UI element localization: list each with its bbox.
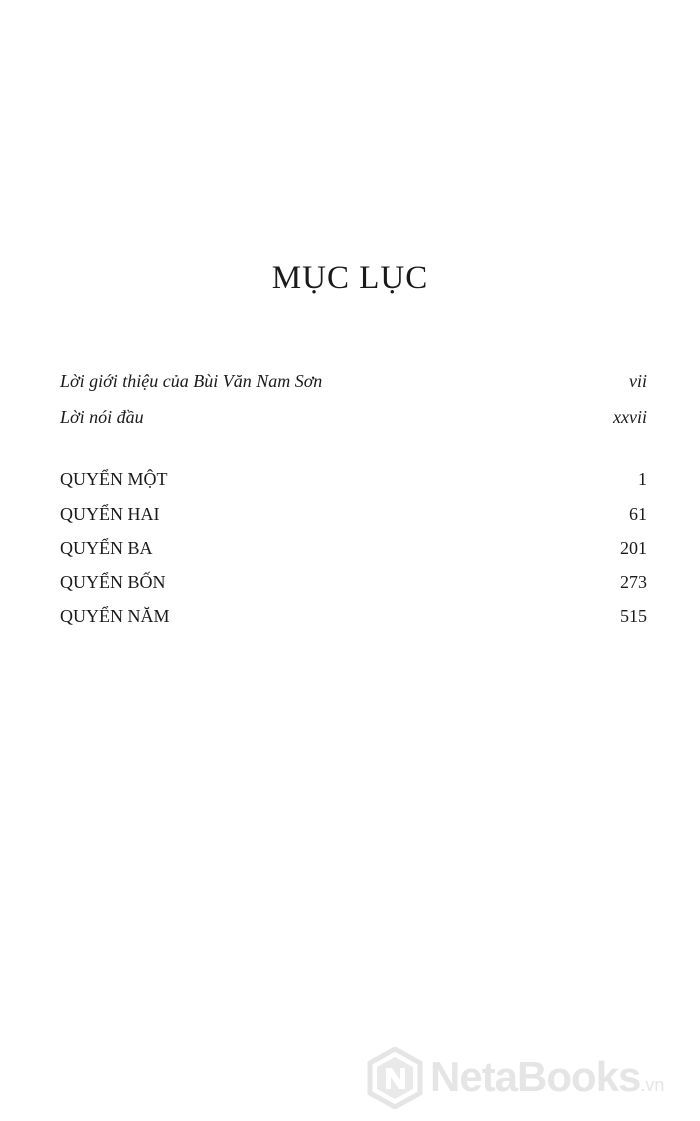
toc-entry-page: 273 [620,572,647,592]
toc-entry-page: 61 [629,504,647,524]
toc-entry-page: 515 [620,606,647,626]
toc-entry-title: QUYỂN HAI [60,504,160,524]
toc-entry-title: Lời giới thiệu của Bùi Văn Nam Sơn [60,371,323,391]
netabooks-watermark [362,1045,682,1111]
toc-entry-book[interactable] [60,603,647,629]
watermark-suffix: .vn [640,1075,665,1095]
toc-entry-book[interactable] [60,569,647,595]
toc-entry-page: 201 [620,538,647,558]
page-title: MỤC LỤC [271,260,429,296]
toc-entry-front-matter[interactable] [60,368,647,394]
toc-entry-title: QUYỂN BỐN [60,572,166,592]
toc-entry-book[interactable] [60,535,647,561]
watermark-brand: NetaBooks.vn [430,1053,665,1100]
toc-entry-title: Lời nói đầu [60,407,144,427]
toc-entry-page: 1 [638,469,647,489]
toc-entry-title: QUYỂN MỘT [60,469,168,489]
toc-entry-book[interactable] [60,501,647,527]
toc-entry-page: xxvii [613,407,647,427]
n-hexagon-logo-icon [366,1047,424,1109]
toc-entry-front-matter[interactable] [60,404,647,430]
toc-entry-title: QUYỂN NĂM [60,606,170,626]
toc-entry-book[interactable] [60,466,647,492]
toc-entry-title: QUYỂN BA [60,538,153,558]
toc-entry-page: vii [629,371,647,391]
